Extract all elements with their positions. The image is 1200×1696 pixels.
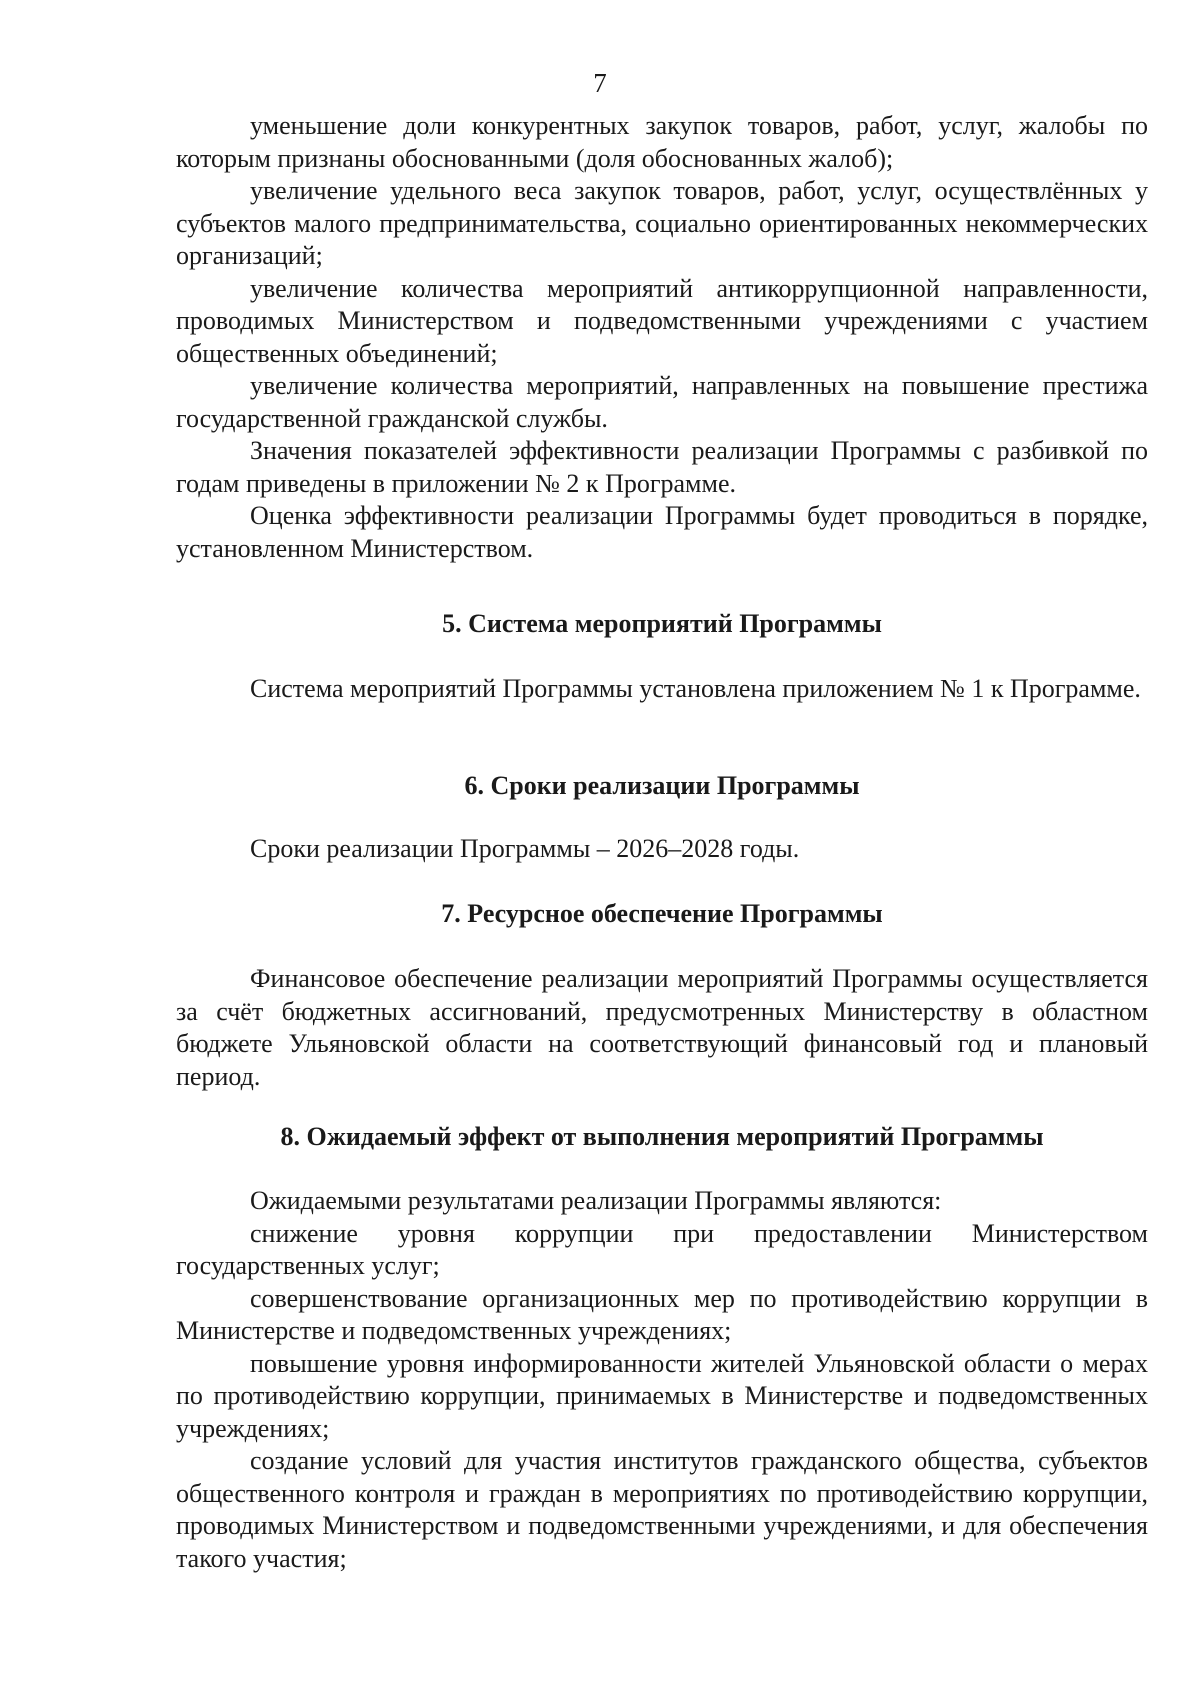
paragraph: Система мероприятий Программы установлена приложением № 1 к Программе. [250,674,1141,703]
paragraph: увеличение количества мероприятий, направленных на повышение престижа государственной гражданской службы. [176,371,1148,433]
paragraph: увеличение удельного веса закупок товаров, работ, услуг, осуществлённых у субъектов малого предпринимательства, социально ориентированных некоммерческих организаций; [176,176,1148,270]
paragraph: уменьшение доли конкурентных закупок товаров, работ, услуг, жалобы по которым признаны обоснованными (доля обоснованных жалоб); [176,111,1148,173]
section-8-heading: 8. Ожидаемый эффект от выполнения мероприятий Программы [280,1122,1044,1151]
section-6-heading: 6. Сроки реализации Программы [464,771,860,800]
section-7-text-block [176,963,1148,1093]
section-5-text-block [176,673,1148,706]
paragraph: Оценка эффективности реализации Программы будет проводиться в порядке, установленном Министерством. [176,501,1148,563]
paragraph: увеличение количества мероприятий антикоррупционной направленности, проводимых Министерством и подведомственными учреждениями с участием общественных объединений; [176,273,1148,368]
paragraph: совершенствование организационных мер по противодействию коррупции в Министерстве и подведомственных учреждениях; [176,1283,1148,1345]
page-number: 7 [593,68,607,98]
top-text-block [176,110,1148,565]
paragraph: повышение уровня информированности жителей Ульяновской области о мерах по противодействию коррупции, принимаемых в Министерстве и подведомственных учреждениях; [176,1348,1148,1443]
section-5-heading: 5. Система мероприятий Программы [442,609,882,638]
section-7-heading: 7. Ресурсное обеспечение Программы [441,899,883,928]
paragraph: создание условий для участия институтов гражданского общества, субъектов общественного контроля и граждан в мероприятиях по противодействию коррупции, проводимых Министерством и подведомственными учреждениями, и для обеспечения такого участия; [176,1446,1148,1573]
paragraph: Сроки реализации Программы – 2026–2028 годы. [250,834,800,863]
paragraph: Значения показателей эффективности реализации Программы с разбивкой по годам приведены в приложении № 2 к Программе. [176,436,1148,498]
paragraph: Ожидаемыми результатами реализации Программы являются: [250,1186,942,1215]
section-8-text-block [176,1185,1148,1575]
paragraph: снижение уровня коррупции при предоставлении Министерством государственных услуг; [176,1218,1148,1280]
section-6-text-block [176,833,1148,866]
paragraph: Финансовое обеспечение реализации мероприятий Программы осуществляется за счёт бюджетных ассигнований, предусмотренных Министерству в областном бюджете Ульяновской области на соответствующий финансовый год и плановый период. [176,964,1148,1091]
